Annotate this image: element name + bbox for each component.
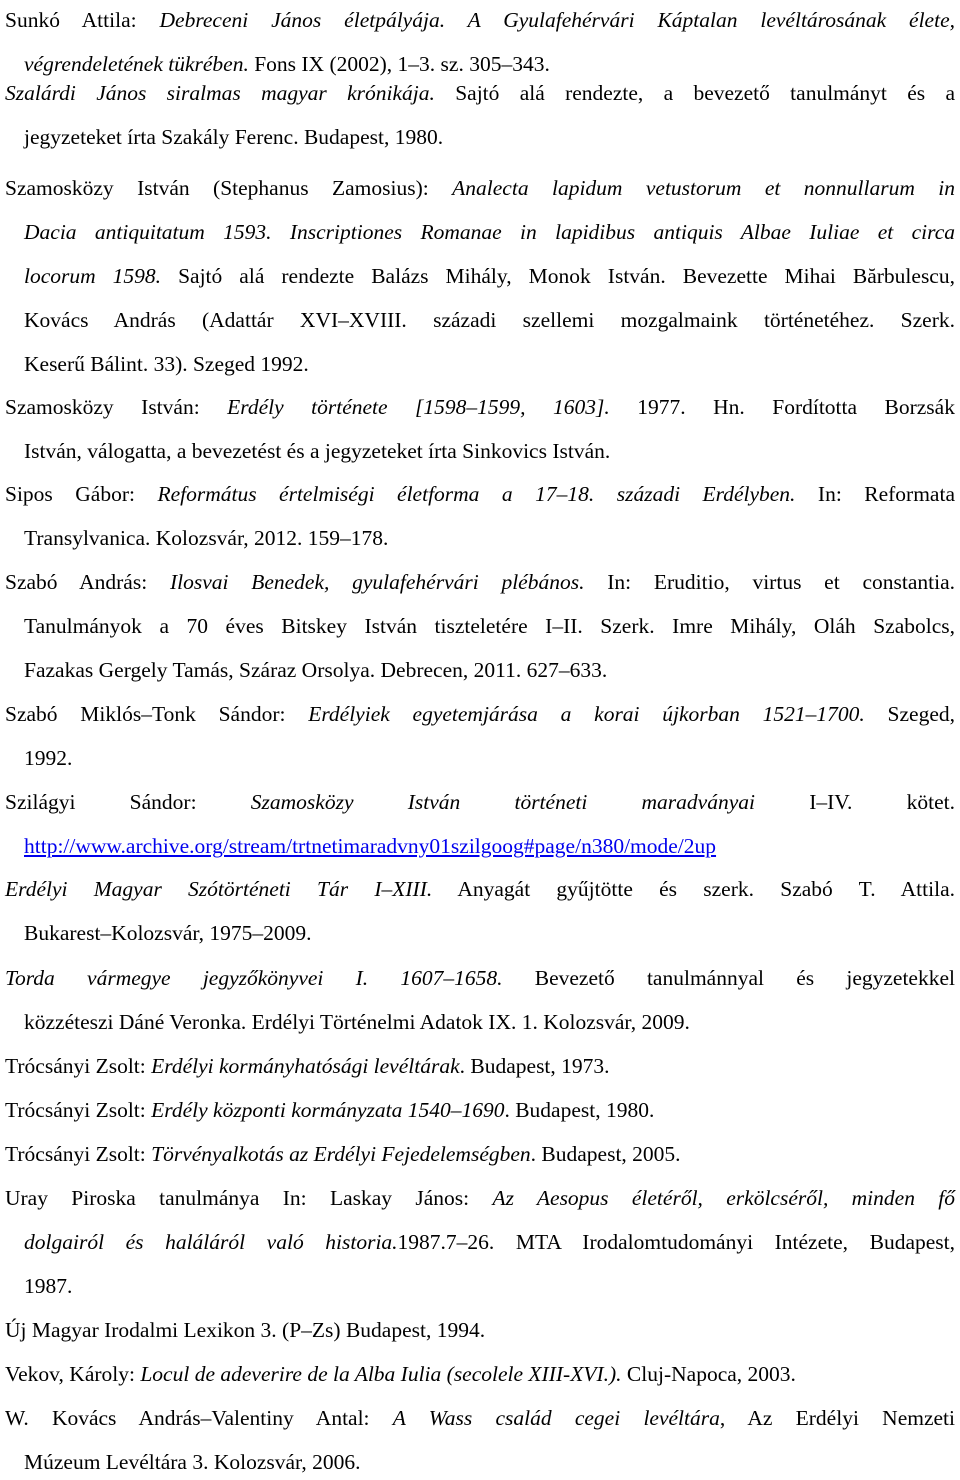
citation-text: 1987.	[24, 1274, 73, 1298]
citation-text: I–IV. kötet.	[754, 790, 955, 814]
citation-text: Fazakas Gergely Tamás, Száraz Orsolya. Debrecen, 2011. 627–633.	[24, 658, 608, 682]
entry-line	[5, 173, 955, 203]
entry-line	[5, 1139, 681, 1169]
italic-title-text: Erdélyiek egyetemjárása a korai újkorban 1521–1700.	[308, 702, 865, 726]
citation-text: 1992.	[24, 746, 73, 770]
italic-title-text: végrendeletének tükrében.	[24, 52, 249, 76]
citation-text: István, válogatta, a bevezetést és a jegyzeteket írta Sinkovics István.	[24, 439, 611, 463]
citation-text: Sajtó alá rendezte, a bevezető tanulmányt és a	[434, 81, 956, 105]
entry-line	[24, 1007, 690, 1037]
citation-text: Tanulmányok a 70 éves Bitskey István tiszteletére I–II. Szerk. Imre Mihály, Oláh Szabolcs,	[24, 614, 955, 638]
citation-text: Szabó András:	[5, 570, 170, 594]
citation-text: 1977. Hn. Fordította Borzsák	[609, 395, 955, 419]
italic-title-text: Az Aesopus életéről, erkölcséről, minden fő	[492, 1186, 956, 1210]
citation-text: Kovács András (Adattár XVI–XVIII. századi szellemi mozgalmaink történetéhez. Szerk.	[24, 308, 955, 332]
entry-line	[24, 261, 955, 291]
entry-line	[24, 743, 72, 773]
citation-text: Múzeum Levéltára 3. Kolozsvár, 2006.	[24, 1450, 361, 1474]
entry-line	[24, 217, 955, 247]
citation-text: Bukarest–Kolozsvár, 1975–2009.	[24, 921, 312, 945]
citation-text: In: Eruditio, virtus et constantia.	[584, 570, 955, 594]
citation-text: 1987.7–26. MTA Irodalomtudományi Intézete, Budapest,	[397, 1230, 955, 1254]
italic-title-text: Dacia antiquitatum 1593. Inscriptiones Romanae in lapidibus antiquis Albae Iuliae et circa	[24, 220, 955, 244]
citation-text: Sunkó Attila:	[5, 8, 160, 32]
italic-title-text: Szalárdi János siralmas magyar krónikája.	[5, 81, 435, 105]
citation-text: Szabó Miklós–Tonk Sándor:	[5, 702, 309, 726]
entry-line	[24, 1447, 360, 1477]
citation-text: Bevezető tanulmánnyal és jegyzetekkel	[502, 966, 955, 990]
citation-text: Cluj-Napoca, 2003.	[621, 1362, 796, 1386]
citation-text: Szilágyi Sándor:	[5, 790, 251, 814]
entry-line	[5, 5, 955, 35]
entry-line	[24, 655, 607, 685]
entry-line	[5, 567, 955, 597]
entry-line	[24, 349, 309, 379]
citation-text: Vekov, Károly:	[5, 1362, 141, 1386]
entry-line	[5, 1403, 955, 1433]
entry-line	[5, 699, 955, 729]
entry-line	[24, 523, 388, 553]
italic-title-text: Ilosvai Benedek, gyulafehérvári plébános.	[169, 570, 585, 594]
entry-line	[24, 918, 312, 948]
entry-line	[5, 1183, 955, 1213]
citation-text: közzéteszi Dáné Veronka. Erdélyi Történelmi Adatok IX. 1. Kolozsvár, 2009.	[24, 1010, 690, 1034]
entry-line	[24, 436, 610, 466]
citation-text: . Budapest, 1980.	[504, 1098, 655, 1122]
entry-line	[24, 1271, 72, 1301]
citation-text: Fons IX (2002), 1–3. sz. 305–343.	[248, 52, 550, 76]
entry-line	[5, 874, 955, 904]
entry-line	[24, 305, 955, 335]
citation-text: , Az Erdélyi Nemzeti	[719, 1406, 955, 1430]
citation-text: Trócsányi Zsolt:	[5, 1098, 152, 1122]
citation-text: Szamosközy István:	[5, 395, 228, 419]
italic-title-text: dolgairól és haláláról való historia.	[24, 1230, 398, 1254]
italic-title-text: Erdélyi Magyar Szótörténeti Tár I–XIII.	[5, 877, 433, 901]
entry-line	[5, 392, 955, 422]
citation-text: In: Reformata	[795, 482, 955, 506]
entry-line	[24, 1227, 955, 1257]
italic-title-text: locorum 1598.	[24, 264, 162, 288]
citation-text: Szeged,	[864, 702, 955, 726]
entry-line	[24, 831, 716, 861]
archive-link[interactable]: http://www.archive.org/stream/trtnetimaradvny01szilgoog#page/n380/mode/2up	[24, 834, 717, 858]
citation-text: Szamosközy István (Stephanus Zamosius):	[5, 176, 453, 200]
entry-line	[5, 787, 955, 817]
citation-text: Trócsányi Zsolt:	[5, 1054, 152, 1078]
entry-line	[5, 1095, 654, 1125]
italic-title-text: A Wass család cegei levéltára	[392, 1406, 720, 1430]
citation-text: Sajtó alá rendezte Balázs Mihály, Monok István. Bevezette Mihai Bărbulescu,	[161, 264, 955, 288]
citation-text: Új Magyar Irodalmi Lexikon 3. (P–Zs) Budapest, 1994.	[5, 1318, 486, 1342]
citation-text: Uray Piroska tanulmánya In: Laskay János:	[5, 1186, 493, 1210]
italic-title-text: Torda vármegye jegyzőkönyvei I. 1607–1658.	[5, 966, 503, 990]
citation-text: Trócsányi Zsolt:	[5, 1142, 152, 1166]
entry-line	[5, 1315, 485, 1345]
italic-title-text: Szamosközy István történeti maradványai	[250, 790, 755, 814]
italic-title-text: Erdélyi kormányhatósági levéltárak	[151, 1054, 460, 1078]
entry-line	[5, 1051, 610, 1081]
citation-text: Sipos Gábor:	[5, 482, 158, 506]
entry-line	[24, 49, 550, 79]
citation-text: W. Kovács András–Valentiny Antal:	[5, 1406, 393, 1430]
italic-title-text: Locul de adeverire de la Alba Iulia (secolele XIII-XVI.).	[140, 1362, 622, 1386]
italic-title-text: Analecta lapidum vetustorum et nonnullarum in	[452, 176, 955, 200]
italic-title-text: Debreceni János életpályája. A Gyulafehérvári Káptalan levéltárosának élete,	[159, 8, 955, 32]
italic-title-text: Református értelmiségi életforma a 17–18. századi Erdélyben.	[157, 482, 796, 506]
citation-text: jegyzeteket írta Szakály Ferenc. Budapest, 1980.	[24, 125, 444, 149]
entry-line	[5, 78, 955, 108]
citation-text: Keserű Bálint. 33). Szeged 1992.	[24, 352, 309, 376]
italic-title-text: Erdély központi kormányzata 1540–1690	[151, 1098, 505, 1122]
entry-line	[24, 122, 443, 152]
citation-text: Transylvanica. Kolozsvár, 2012. 159–178.	[24, 526, 389, 550]
entry-line	[5, 963, 955, 993]
entry-line	[24, 611, 955, 641]
citation-text: . Budapest, 1973.	[459, 1054, 610, 1078]
italic-title-text: Erdély története [1598–1599, 1603].	[227, 395, 610, 419]
italic-title-text: Törvényalkotás az Erdélyi Fejedelemségben	[151, 1142, 531, 1166]
citation-text: Anyagát gyűjtötte és szerk. Szabó T. Attila.	[432, 877, 955, 901]
entry-line	[5, 479, 955, 509]
entry-line	[5, 1359, 796, 1389]
citation-text: . Budapest, 2005.	[530, 1142, 681, 1166]
